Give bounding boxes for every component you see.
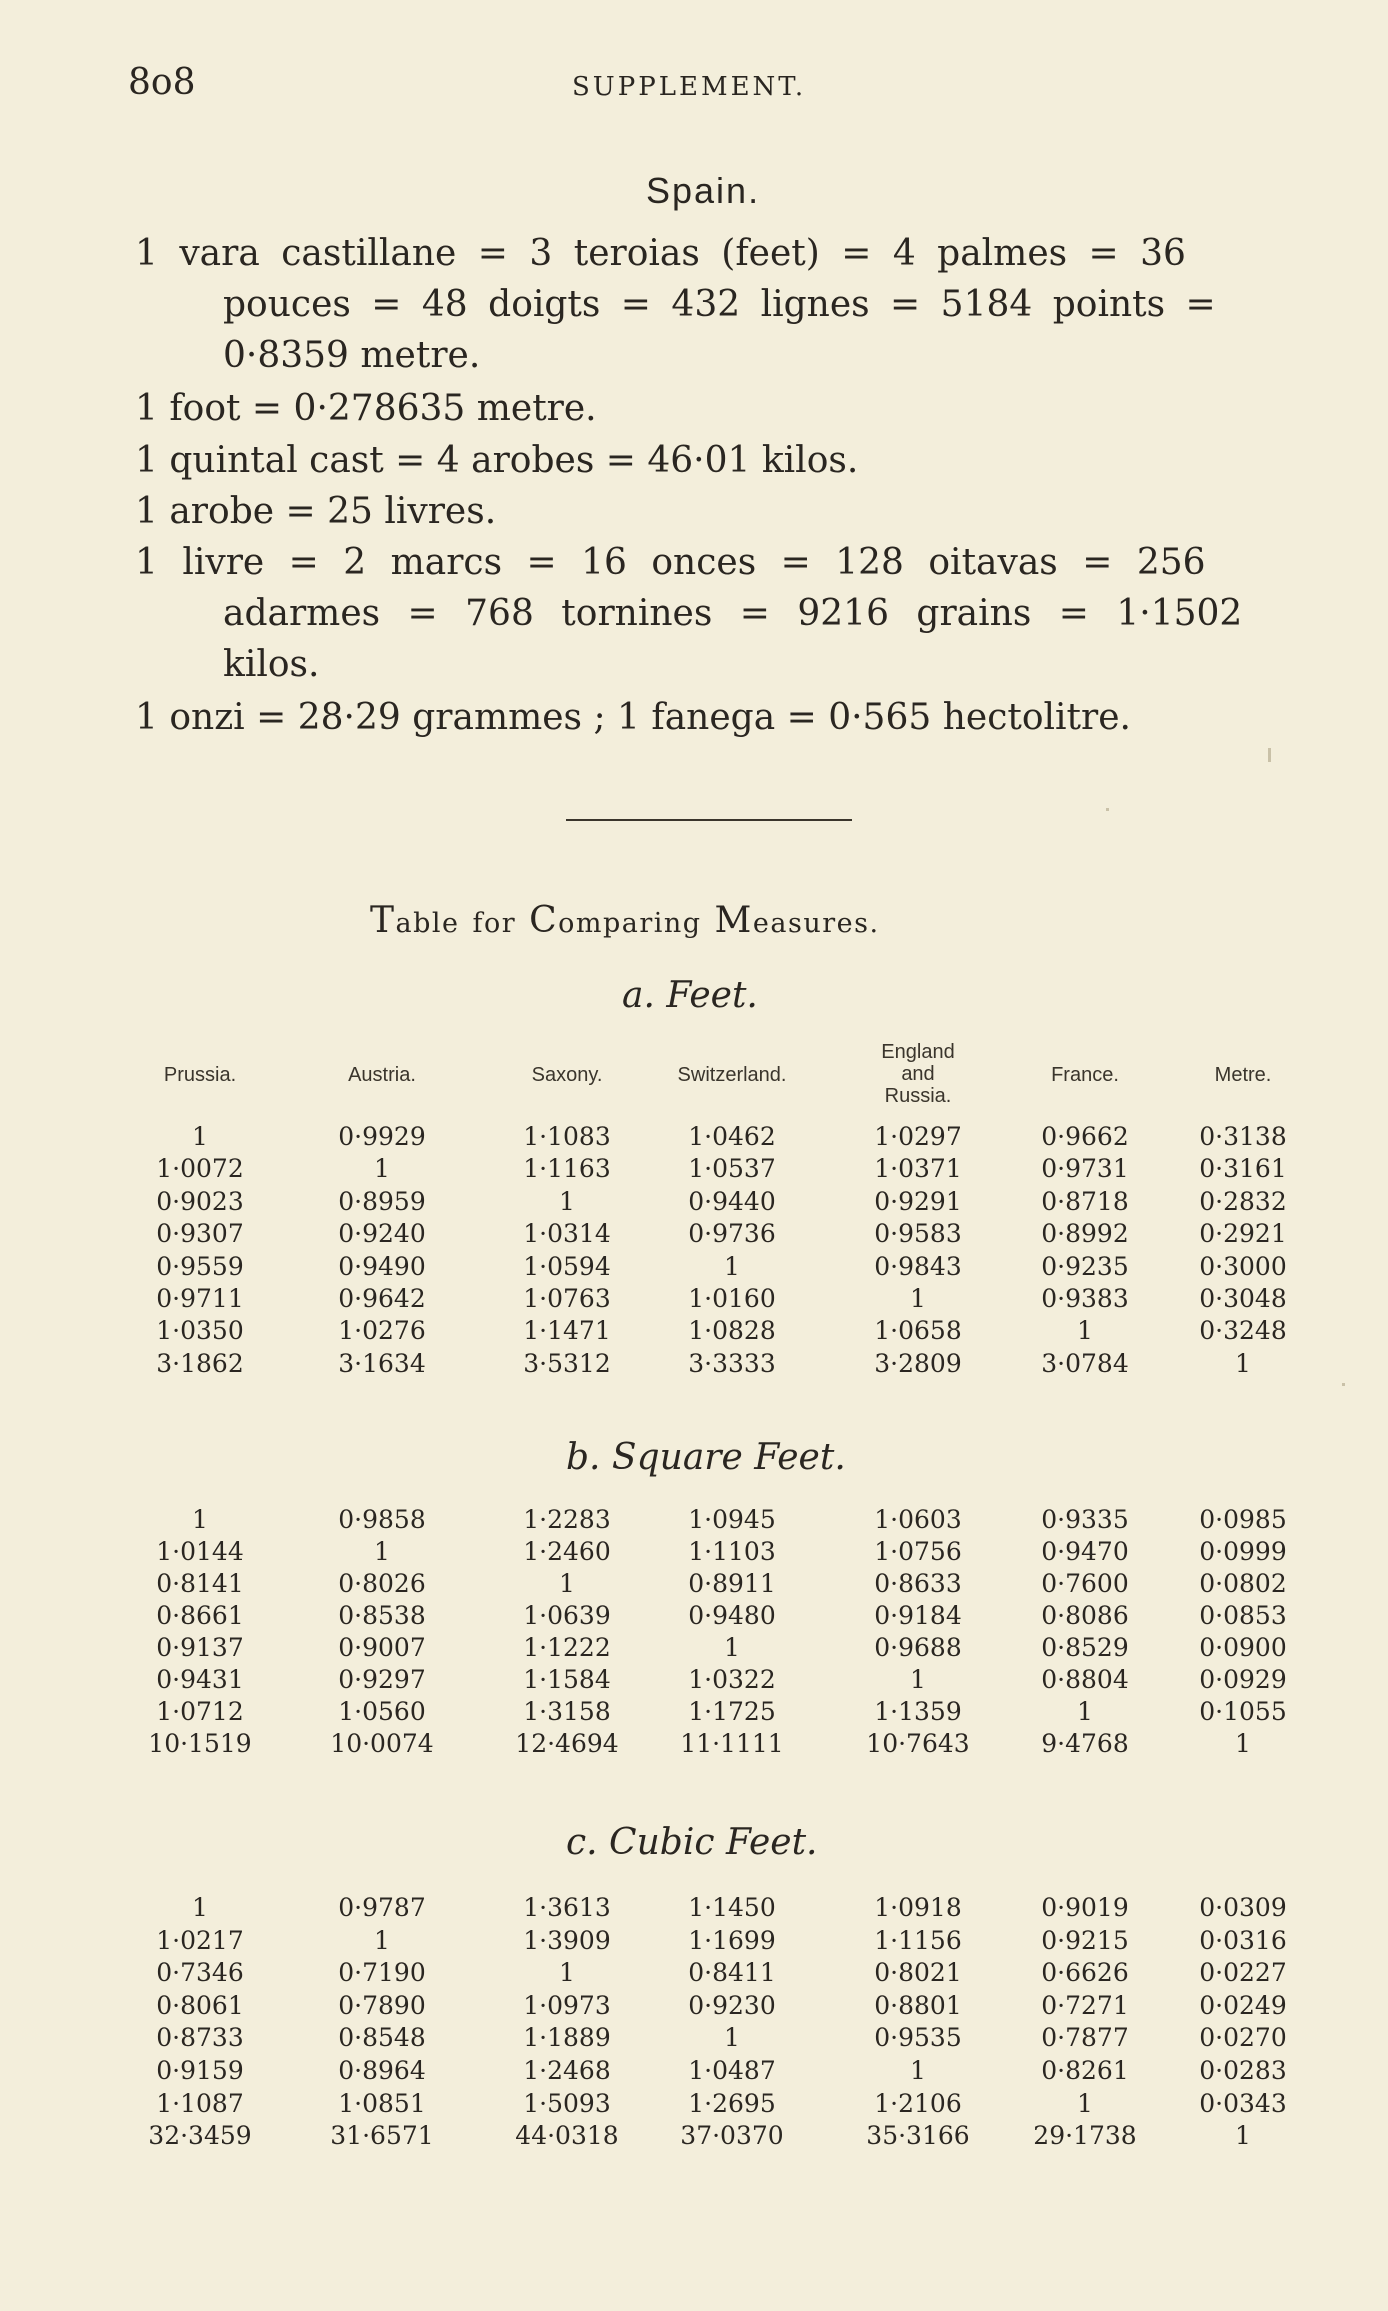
text-line: 1 quintal cast = 4 arobes = 46·01 kilos.	[135, 440, 859, 481]
paragraph-arobe	[135, 486, 1285, 537]
table-cell: 1·2283	[523, 1505, 611, 1534]
table-cell: 0·9470	[1041, 1537, 1129, 1566]
table-cell: 10·7643	[866, 1729, 970, 1758]
section-label-cubic-feet: c. Cubic Feet.	[566, 1822, 818, 1863]
paragraph-livre	[135, 537, 1285, 690]
column-header	[833, 1041, 1003, 1107]
table-cell: 0·3138	[1199, 1122, 1287, 1151]
table-cell: 0·9490	[338, 1252, 426, 1281]
table-cell: 0·9843	[874, 1252, 962, 1281]
table-cell: 0·8801	[874, 1991, 962, 2020]
text-line: kilos.	[223, 644, 320, 685]
column-header	[1158, 1064, 1328, 1086]
table-cell: 1·5093	[523, 2089, 611, 2118]
table-cell: 0·3161	[1199, 1154, 1287, 1183]
table-title	[370, 900, 880, 941]
table-cell: 0·9291	[874, 1187, 962, 1216]
table-cell: 0·9662	[1041, 1122, 1129, 1151]
table-cell: 1·0945	[688, 1505, 776, 1534]
title-word: for	[472, 908, 517, 939]
table-cell: 0·0929	[1199, 1665, 1287, 1694]
column-header-line: Russia.	[884, 1085, 952, 1107]
table-cell: 0·8964	[338, 2056, 426, 2085]
table-cell: 1·0639	[523, 1601, 611, 1630]
table-cell: 1·0658	[874, 1316, 962, 1345]
table-cell: 0·9440	[688, 1187, 776, 1216]
table-cell: 3·3333	[688, 1349, 776, 1378]
column-header-line: Prussia.	[163, 1064, 237, 1086]
table-cell: 0·9929	[338, 1122, 426, 1151]
table-cell: 0·3048	[1199, 1284, 1287, 1313]
table-cell: 0·2832	[1199, 1187, 1287, 1216]
table-cell: 1	[559, 1187, 575, 1216]
table-cell: 1	[1235, 1729, 1251, 1758]
column-header-line: Switzerland.	[677, 1064, 787, 1086]
table-cell: 0·9019	[1041, 1893, 1129, 1922]
table-cell: 10·1519	[148, 1729, 252, 1758]
table-cell: 1	[910, 1665, 926, 1694]
table-cell: 0·9215	[1041, 1926, 1129, 1955]
table-cell: 1·0217	[156, 1926, 244, 1955]
table-cell: 44·0318	[515, 2121, 619, 2150]
paragraph-foot	[135, 383, 1285, 434]
table-cell: 3·1634	[338, 1349, 426, 1378]
title-word: Comparing	[529, 900, 702, 941]
table-cell: 0·0853	[1199, 1601, 1287, 1630]
table-cell: 0·0316	[1199, 1926, 1287, 1955]
table-cell: 0·8529	[1041, 1633, 1129, 1662]
table-cell: 1·0851	[338, 2089, 426, 2118]
table-cell: 29·1738	[1033, 2121, 1137, 2150]
table-cell: 0·8086	[1041, 1601, 1129, 1630]
table-cell: 0·0999	[1199, 1537, 1287, 1566]
table-cell: 1	[1077, 1316, 1093, 1345]
paragraph-onzi	[135, 692, 1285, 743]
text-line: 1 onzi = 28·29 grammes ; 1 fanega = 0·565 hectolitre.	[135, 697, 1131, 738]
table-cell: 1	[724, 1252, 740, 1281]
table-cell: 1·0462	[688, 1122, 776, 1151]
table-cell: 0·6626	[1041, 1958, 1129, 1987]
table-cell: 1	[724, 2023, 740, 2052]
table-cell: 0·9230	[688, 1991, 776, 2020]
table-cell: 0·8992	[1041, 1219, 1129, 1248]
column-header	[297, 1064, 467, 1086]
table-cell: 1·3613	[523, 1893, 611, 1922]
print-speck	[1268, 748, 1271, 762]
table-cell: 1·0756	[874, 1537, 962, 1566]
table-cell: 0·0249	[1199, 1991, 1287, 2020]
table-cell: 0·9023	[156, 1187, 244, 1216]
table-cell: 0·8026	[338, 1569, 426, 1598]
table-cell: 1·0144	[156, 1537, 244, 1566]
table-cell: 1·1163	[523, 1154, 611, 1183]
table-cell: 0·0343	[1199, 2089, 1287, 2118]
table-cell: 11·1111	[680, 1729, 784, 1758]
column-header-line: England	[881, 1041, 955, 1063]
column-header-line: France.	[1051, 1064, 1119, 1086]
table-cell: 0·3000	[1199, 1252, 1287, 1281]
column-header-line: and	[901, 1063, 935, 1085]
table-cell: 0·9688	[874, 1633, 962, 1662]
text-line: 1 vara castillane = 3 teroias (feet) = 4 palmes = 36	[135, 233, 1186, 274]
column-header-line: Austria.	[348, 1064, 416, 1086]
table-cell: 31·6571	[330, 2121, 434, 2150]
table-cell: 1·1083	[523, 1122, 611, 1151]
table-cell: 0·7600	[1041, 1569, 1129, 1598]
table-cell: 1·1156	[874, 1926, 962, 1955]
table-cell: 1·0918	[874, 1893, 962, 1922]
text-line: pouces = 48 doigts = 432 lignes = 5184 points =	[223, 284, 1216, 325]
table-cell: 1·3909	[523, 1926, 611, 1955]
table-cell: 0·9240	[338, 1219, 426, 1248]
table-cell: 1·1725	[688, 1697, 776, 1726]
table-cell: 1·0322	[688, 1665, 776, 1694]
table-cell: 0·9583	[874, 1219, 962, 1248]
table-cell: 0·9184	[874, 1601, 962, 1630]
table-cell: 1·2695	[688, 2089, 776, 2118]
column-header	[1000, 1064, 1170, 1086]
page-number: 8o8	[128, 62, 196, 103]
table-cell: 1·0160	[688, 1284, 776, 1313]
table-cell: 1·0297	[874, 1122, 962, 1151]
table-cell: 1·0560	[338, 1697, 426, 1726]
table-cell: 0·7877	[1041, 2023, 1129, 2052]
table-cell: 0·8911	[688, 1569, 776, 1598]
table-cell: 0·8633	[874, 1569, 962, 1598]
table-cell: 0·9235	[1041, 1252, 1129, 1281]
section-label-square-feet: b. Square Feet.	[566, 1437, 846, 1478]
table-cell: 1·0537	[688, 1154, 776, 1183]
table-cell: 3·2809	[874, 1349, 962, 1378]
table-cell: 0·0309	[1199, 1893, 1287, 1922]
table-cell: 1·0072	[156, 1154, 244, 1183]
table-cell: 0·9307	[156, 1219, 244, 1248]
table-cell: 1	[724, 1633, 740, 1662]
table-cell: 0·9731	[1041, 1154, 1129, 1183]
table-cell: 0·9711	[156, 1284, 244, 1313]
table-cell: 1·0371	[874, 1154, 962, 1183]
table-cell: 1·0603	[874, 1505, 962, 1534]
print-speck	[1342, 1383, 1345, 1386]
text-line: 1 foot = 0·278635 metre.	[135, 388, 597, 429]
table-cell: 9·4768	[1041, 1729, 1129, 1758]
table-cell: 0·0985	[1199, 1505, 1287, 1534]
table-cell: 0·8804	[1041, 1665, 1129, 1694]
table-cell: 0·9137	[156, 1633, 244, 1662]
column-header	[115, 1064, 285, 1086]
table-cell: 0·7190	[338, 1958, 426, 1987]
column-header-line: Metre.	[1214, 1064, 1272, 1086]
table-cell: 1	[559, 1569, 575, 1598]
table-cell: 1·2106	[874, 2089, 962, 2118]
table-cell: 10·0074	[330, 1729, 434, 1758]
text-line: adarmes = 768 tornines = 9216 grains = 1·1502	[223, 593, 1243, 634]
table-cell: 0·0283	[1199, 2056, 1287, 2085]
table-cell: 0·8733	[156, 2023, 244, 2052]
table-cell: 1	[910, 2056, 926, 2085]
table-cell: 1·0763	[523, 1284, 611, 1313]
table-cell: 3·0784	[1041, 1349, 1129, 1378]
table-cell: 0·0900	[1199, 1633, 1287, 1662]
table-cell: 1	[1235, 1349, 1251, 1378]
table-cell: 0·7890	[338, 1991, 426, 2020]
title-word: Measures.	[714, 900, 880, 941]
table-cell: 37·0370	[680, 2121, 784, 2150]
table-cell: 0·0227	[1199, 1958, 1287, 1987]
table-cell: 1	[374, 1154, 390, 1183]
table-cell: 0·8959	[338, 1187, 426, 1216]
table-cell: 1	[192, 1122, 208, 1151]
table-cell: 0·8411	[688, 1958, 776, 1987]
table-cell: 0·1055	[1199, 1697, 1287, 1726]
table-cell: 0·3248	[1199, 1316, 1287, 1345]
table-cell: 1·1087	[156, 2089, 244, 2118]
table-cell: 1·1450	[688, 1893, 776, 1922]
table-cell: 1	[1235, 2121, 1251, 2150]
table-cell: 0·8538	[338, 1601, 426, 1630]
table-cell: 1	[1077, 1697, 1093, 1726]
column-header	[482, 1064, 652, 1086]
table-cell: 1·1699	[688, 1926, 776, 1955]
table-cell: 1·0350	[156, 1316, 244, 1345]
table-cell: 0·8261	[1041, 2056, 1129, 2085]
section-divider	[566, 819, 852, 821]
table-cell: 0·9858	[338, 1505, 426, 1534]
table-cell: 0·9736	[688, 1219, 776, 1248]
table-cell: 0·0270	[1199, 2023, 1287, 2052]
table-cell: 1	[374, 1537, 390, 1566]
table-cell: 0·9642	[338, 1284, 426, 1313]
table-cell: 1	[192, 1505, 208, 1534]
print-speck	[1106, 808, 1109, 811]
table-cell: 0·9297	[338, 1665, 426, 1694]
paragraph-vara	[135, 228, 1285, 381]
table-cell: 0·9159	[156, 2056, 244, 2085]
table-cell: 1	[1077, 2089, 1093, 2118]
table-cell: 0·9431	[156, 1665, 244, 1694]
column-header	[647, 1064, 817, 1086]
table-cell: 1·0314	[523, 1219, 611, 1248]
table-cell: 1·1103	[688, 1537, 776, 1566]
table-cell: 0·8718	[1041, 1187, 1129, 1216]
table-cell: 1·0712	[156, 1697, 244, 1726]
running-head: SUPPLEMENT.	[572, 72, 807, 102]
text-line: 1 livre = 2 marcs = 16 onces = 128 oitavas = 256	[135, 542, 1206, 583]
section-label-feet: a. Feet.	[622, 975, 758, 1016]
column-header-line: Saxony.	[531, 1064, 603, 1086]
table-cell: 0·9559	[156, 1252, 244, 1281]
table-cell: 0·9787	[338, 1893, 426, 1922]
table-cell: 1·0276	[338, 1316, 426, 1345]
table-cell: 0·9535	[874, 2023, 962, 2052]
table-cell: 0·8661	[156, 1601, 244, 1630]
table-cell: 1·1584	[523, 1665, 611, 1694]
table-cell: 0·8061	[156, 1991, 244, 2020]
table-cell: 35·3166	[866, 2121, 970, 2150]
paragraph-quintal	[135, 435, 1285, 486]
table-cell: 0·9383	[1041, 1284, 1129, 1313]
table-cell: 0·7271	[1041, 1991, 1129, 2020]
table-cell: 1·3158	[523, 1697, 611, 1726]
table-cell: 1·1359	[874, 1697, 962, 1726]
table-cell: 1·1222	[523, 1633, 611, 1662]
table-cell: 3·1862	[156, 1349, 244, 1378]
table-cell: 1	[374, 1926, 390, 1955]
table-cell: 32·3459	[148, 2121, 252, 2150]
table-cell: 12·4694	[515, 1729, 619, 1758]
section-title: Spain.	[646, 170, 761, 211]
table-cell: 0·8021	[874, 1958, 962, 1987]
table-cell: 3·5312	[523, 1349, 611, 1378]
table-cell: 1·2460	[523, 1537, 611, 1566]
text-line: 1 arobe = 25 livres.	[135, 491, 497, 532]
table-cell: 0·0802	[1199, 1569, 1287, 1598]
table-cell: 1	[910, 1284, 926, 1313]
table-cell: 1·0973	[523, 1991, 611, 2020]
table-cell: 1·0594	[523, 1252, 611, 1281]
table-cell: 1·2468	[523, 2056, 611, 2085]
table-cell: 0·8141	[156, 1569, 244, 1598]
title-word: Table	[370, 900, 460, 941]
table-cell: 1·0487	[688, 2056, 776, 2085]
table-cell: 1·1471	[523, 1316, 611, 1345]
table-cell: 0·7346	[156, 1958, 244, 1987]
table-cell: 1	[559, 1958, 575, 1987]
table-cell: 1	[192, 1893, 208, 1922]
table-cell: 0·8548	[338, 2023, 426, 2052]
table-cell: 0·9480	[688, 1601, 776, 1630]
table-cell: 1·1889	[523, 2023, 611, 2052]
table-cell: 1·0828	[688, 1316, 776, 1345]
table-cell: 0·2921	[1199, 1219, 1287, 1248]
table-cell: 0·9007	[338, 1633, 426, 1662]
text-line: 0·8359 metre.	[223, 335, 481, 376]
table-cell: 0·9335	[1041, 1505, 1129, 1534]
